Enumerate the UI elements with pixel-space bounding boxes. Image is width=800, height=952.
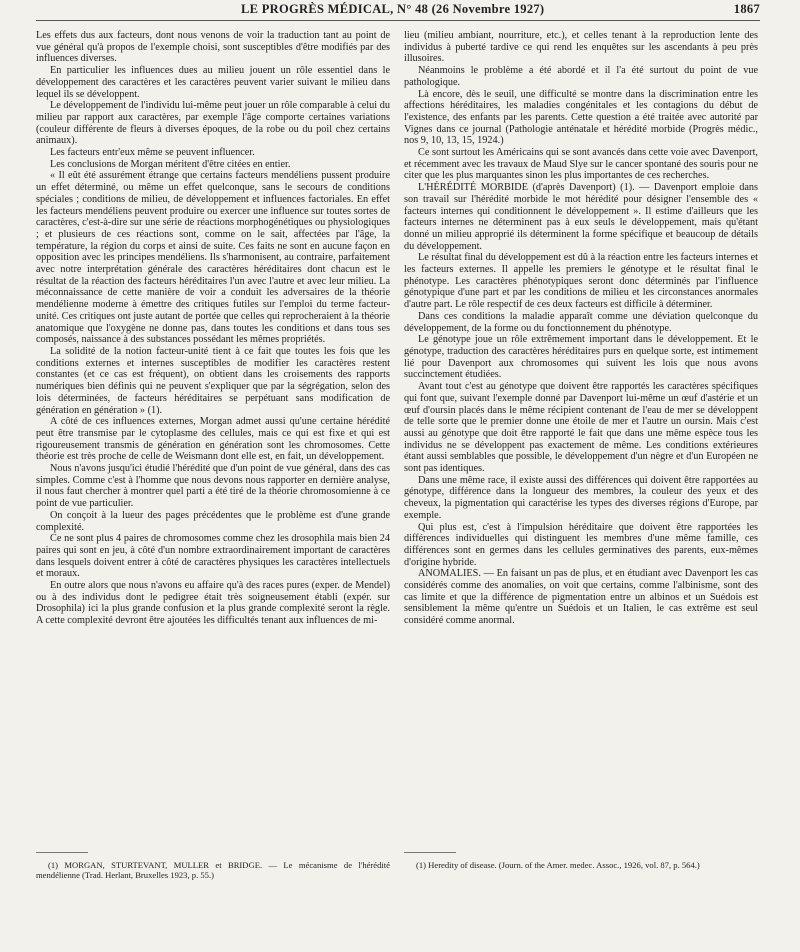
footnote-text: (1) MORGAN, STURTEVANT, MULLER et BRIDGE. — Le mécanisme de l'hérédité mendélienne (Trad. Herlant, Bruxelles 1923, p. 55.) xyxy=(36,860,390,880)
paragraph: Ce sont surtout les Américains qui se sont avancés dans cette voie avec Davenport, et récemment avec les travaux de Maud Slye sur le cancer spontané des souris pour ne citer que les plus marquantes sinon les plus importantes de ces recherches. xyxy=(404,147,758,182)
paragraph: Le résultat final du développement est dû à la réaction entre les facteurs internes et les facteurs externes. Il appelle les premiers le génotype et le résultat final le phénotype. Les caractères phénotypiques seront donc déterminés par l'influence génotypique d'une part et par les conditions de milieu et les circonstances anormales d'autre part. Le rôle respectif de ces deux facteurs est difficile à déterminer. xyxy=(404,252,758,311)
paragraph: Avant tout c'est au génotype que doivent être rapportés les caractères spécifiques qui font que, suivant l'exemple donné par Davenport lui-même un œuf d'astérie et un œuf d'oursin placés dans le même récipient contenant de l'eau de mer se développent de telle sorte que le premier donne une étoile de mer et l'autre un oursin. Mais c'est aussi au génotype que doit être rapporté le fait que dans une même espèce tous les individus ne se développent pas exactement de même. Les conditions extérieures étant aussi semblables que possible, le développement d'un nègre et d'un Européen ne sont pas identiques. xyxy=(404,381,758,475)
paragraph: Les conclusions de Morgan méritent d'être citées en entier. xyxy=(50,158,291,170)
right-column xyxy=(404,30,758,627)
footnote-text: (1) Heredity of disease. (Journ. of the Amer. medec. Assoc., 1926, vol. 87, p. 564.) xyxy=(416,860,700,870)
paragraph: Là encore, dès le seuil, une difficulté se montre dans la discrimination entre les affections héréditaires, les maladies congénitales et les contagions du début de l'existence, des enfants par les parents. Cette question a été traitée avec autorité par Vignes dans ce journal (Pathologie anténatale et hérédité morbide (Progrès médic., nos 9, 10, 13, 15, 1924.) xyxy=(404,88,758,147)
paragraph: En particulier les influences dues au milieu jouent un rôle essentiel dans le développement des caractères et les caractères peuvent varier suivant le milieu dans lequel ils se développent. xyxy=(36,65,390,100)
paragraph: Qui plus est, c'est à l'impulsion héréditaire que doivent être rapportées les différences individuelles qui distinguent les membres d'une même famille, ces différences sont en germes dans les cellules germinatives des parents, eux-mêmes d'origine hybride. xyxy=(404,521,758,568)
quote-paragraph: « Il eût été assurément étrange que certains facteurs mendéliens pussent produire un effet déterminé, ou même un effet quelconque, sans le secours de conditions spéciales ; conditions de milieu, de développement et influences factoriales. En effet les facteurs mendéliens peuvent produire ou exercer une influence sur toutes sortes de caractères, c'est-à-dire sur une série de réactions morphogénétiques ou physiologiques ; et plusieurs de ces réactions sont, comme on le sait, affectées par l'âge, la température, la région du corps et ainsi de suite. Ces faits ne sont en aucune façon en opposition avec les principes mendéliens. Ils s'harmonisent, au contraire, parfaitement avec notre interprétation générale des caractères héréditaires dont chacun est le résultat de la réaction des facteurs héréditaires l'un avec l'autre et avec leur milieu. La méconnaissance de cette manière de voir a conduit les adversaires de la théorie mendélienne moderne à émettre des critiques futiles sur l'emploi du terme facteur-unité. Ces critiques ont juste autant de portée que celles qui reprocheraient à la théorie anatomique que l'oxygène ne donne pas, dans toutes les conditions et dans tous ses composés, naissance à des substances possédant les mêmes propriétés. xyxy=(36,170,390,346)
paragraph: Le développement de l'individu lui-même peut jouer un rôle comparable à celui du milieu par rapport aux caractères, par exemple l'âge comporte certaines variations (couleur différente de fleurs à diverses époques, de la robe ou du poil chez certains animaux). xyxy=(36,100,390,147)
page-number: 1867 xyxy=(733,2,760,16)
footnote-right xyxy=(404,860,758,870)
footnote-rule xyxy=(404,852,456,853)
paragraph: A côté de ces influences externes, Morgan admet aussi qu'une certaine hérédité peut être transmise par le cytoplasme des cellules, mais ce qui est fixe et qui est rigoureusement transmis de génération en génération sont les chromosomes. Cette théorie est très proche de celle de Weismann dont elle est, en fait, un développement. xyxy=(36,416,390,463)
paragraph: Néanmoins le problème a été abordé et il l'a été surtout du point de vue pathologique. xyxy=(404,65,758,88)
quote-paragraph: La solidité de la notion facteur-unité tient à ce fait que toutes les fois que les conditions externes et internes susceptibles de modifier les caractères restent constantes (et ce cas est fréquent), on obtient dans les croisements des rapports numériques bien définis qui ne peuvent s'expliquer que par la ségrégation, selon des lois déterminées, de facteurs héréditaires se perpétuant sans modification de génération en génération » (1). xyxy=(36,345,390,416)
section-heading-paragraph: L'HÉRÉDITÉ MORBIDE (d'après Davenport) (1). — Davenport emploie dans son travail sur l'hérédité morbide le mot hérédité pour désigner l'ensemble des « facteurs internes qui conditionnent le développement ». Il estime d'ailleurs que les facteurs internes ne déterminent pas à eux seuls le développement, mais qu'étant donné un milieu approprié ils déterminent la forme spécifique et beaucoup de détails du développement. xyxy=(404,182,758,252)
left-column xyxy=(36,30,390,627)
section-heading-paragraph: ANOMALIES. — En faisant un pas de plus, et en étudiant avec Davenport les cas considérés comme des anomalies, on voit que certains, comme l'albinisme, sont des cas limite et que la différence de pigmentation entre un albinos et un Suédois est sensiblement la même qu'entre un Suédois et un Italien, le cas extrême est seul considéré comme anormal. xyxy=(404,568,758,627)
paragraph: lieu (milieu ambiant, nourriture, etc.), et celles tenant à la reproduction lente des individus à puberté tardive ce qui rend les enquêtes sur les ascendants à peu près illusoires. xyxy=(404,30,758,65)
paragraph: Nous n'avons jusqu'ici étudié l'hérédité que d'un point de vue général, dans des cas simples. Comme c'est à l'homme que nous devons nous rapporter en dernière analyse, il nous faut chercher à montrer quel parti a été tiré de la théorie chromosomienne à ce point de vue particulier. xyxy=(36,463,390,510)
footnote-left xyxy=(36,860,390,880)
running-title: LE PROGRÈS MÉDICAL, N° 48 (26 Novembre 1927) xyxy=(241,2,545,16)
paragraph: On conçoit à la lueur des pages précédentes que le problème est d'une grande complexité. xyxy=(36,509,390,533)
paragraph: Dans ces conditions la maladie apparaît comme une déviation quelconque du développement, de la forme ou du fonctionnement du phénotype. xyxy=(404,310,758,334)
paragraph: Les effets dus aux facteurs, dont nous venons de voir la traduction tant au point de vue général qu'à propos de l'exemple choisi, sont susceptibles d'être modifiés par des influences diverses. xyxy=(36,30,390,65)
paragraph: Les facteurs entr'eux même se peuvent influencer. xyxy=(50,147,255,159)
paragraph: Dans une même race, il existe aussi des différences qui doivent être rapportées au génotype, différence dans la longueur des membres, la couleur des yeux et des cheveux, la pigmentation qui caractérise les types des diverses régions d'Europe, par exemple. xyxy=(404,474,758,521)
paragraph: Le génotype joue un rôle extrêmement important dans le développement. Et le génotype, traduction des caractères héréditaires purs en quelque sorte, est intimement lié pour Davenport aux chromosomes qui suivent les lois que nous avons succinctement étudiées. xyxy=(404,334,758,381)
footnote-rule xyxy=(36,852,88,853)
page-header xyxy=(36,2,760,18)
paragraph: Ce ne sont plus 4 paires de chromosomes comme chez les drosophila mais bien 24 paires qui sont en jeu, à côté d'un nombre extraordinairement important de caractères dans lesquels doivent entrer à côté de caractères physiques les caractères intellectuels et moraux. xyxy=(36,533,390,580)
paragraph: En outre alors que nous n'avons eu affaire qu'à des races pures (exper. de Mendel) ou à des individus dont le pedigree était très soigneusement établi (expér. sur Drosophila) ici la plus grande confusion et la plus grande complexité seront la règle. A cette complexité devront être ajoutées les difficultés tenant aux influences de mi- xyxy=(36,580,390,627)
header-rule xyxy=(36,20,760,21)
